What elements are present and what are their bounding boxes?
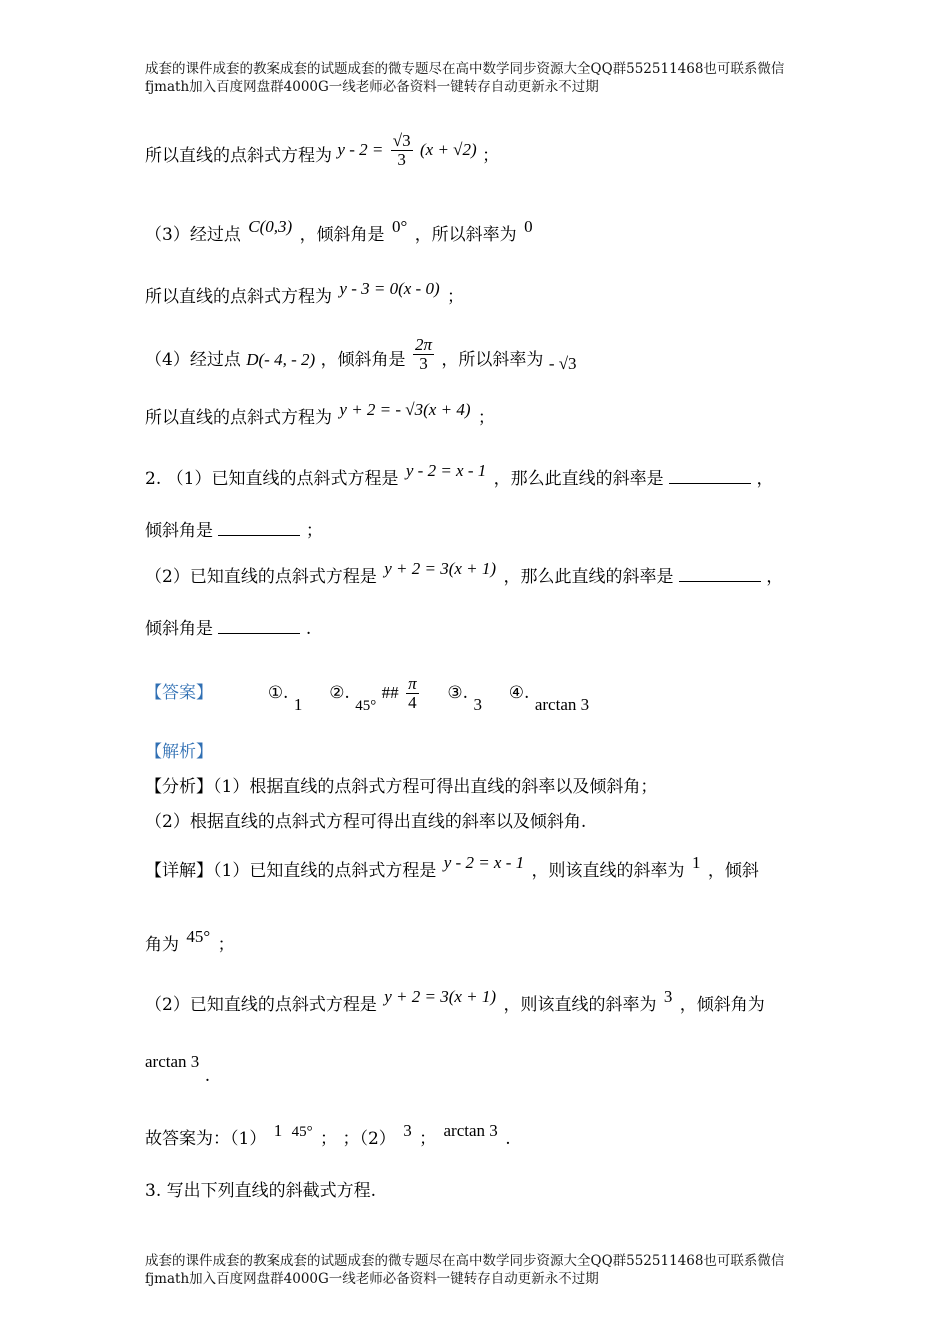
answer-value: 45° — [355, 698, 377, 714]
punctuation: ， — [756, 469, 774, 489]
text: ；（2） — [342, 1129, 396, 1149]
text: （2）已知直线的点斜式方程是 — [145, 995, 377, 1015]
fraction-denominator: 3 — [397, 150, 406, 169]
text: （4）经过点 — [145, 350, 241, 370]
text: 倾斜角是 — [145, 521, 213, 541]
fraction-denominator: 4 — [408, 693, 417, 712]
math-expr: y + 2 = 3(x + 1) — [384, 559, 497, 578]
text: （1）已知直线的点斜式方程是 — [213, 861, 437, 881]
answer-value: 3 — [403, 1121, 412, 1140]
question-2-part2-angle — [145, 614, 311, 639]
answer-line — [145, 675, 589, 712]
detail-line-3 — [145, 987, 765, 1015]
text: ，所以斜率为 — [414, 225, 517, 245]
answer-value: 45° — [291, 1124, 313, 1140]
text: 故答案为：（1） — [145, 1129, 267, 1149]
math-expr: (x + √2) — [420, 140, 477, 159]
fraction-numerator: 2π — [414, 335, 432, 354]
answer-tag: 【答案】 — [145, 683, 213, 703]
fenxi-tag: 【分析】 — [145, 777, 213, 797]
page-header: 成套的课件成套的教案成套的试题成套的微专题尽在高中数学同步资源大全QQ群552511468也可联系微信fjmath加入百度网盘群4000G一线老师必备资料一键转存自动更新永不过期 — [145, 61, 785, 95]
line-pointslope-4 — [145, 400, 495, 428]
math-expr: y + 2 = 3(x + 1) — [384, 987, 497, 1006]
fraction-numerator: √3 — [392, 131, 411, 150]
punctuation: ； — [447, 287, 465, 307]
answer-blank[interactable] — [679, 567, 761, 582]
text: ，倾斜角为 — [679, 995, 765, 1015]
text: ，那么此直线的斜率是 — [493, 469, 664, 489]
answer-blank[interactable] — [218, 619, 300, 634]
angle-value: 0° — [391, 217, 408, 236]
punctuation: ； — [477, 408, 495, 428]
punctuation: . — [305, 619, 312, 639]
text: 2. （1）已知直线的点斜式方程是 — [145, 469, 399, 489]
text: 所以直线的点斜式方程为 — [145, 146, 332, 166]
text: ，倾斜角是 — [299, 225, 385, 245]
analysis-fenxi-2: （2）根据直线的点斜式方程可得出直线的斜率以及倾斜角. — [145, 812, 587, 832]
line-pointslope-3 — [145, 279, 465, 307]
punctuation: ， — [766, 567, 784, 587]
text: ，那么此直线的斜率是 — [503, 567, 674, 587]
punctuation: ； — [320, 1129, 338, 1149]
punctuation: . — [505, 1129, 511, 1149]
answer-blank[interactable] — [218, 521, 300, 536]
slope-value: 0 — [524, 217, 533, 236]
question-2-part1 — [145, 461, 774, 489]
answer-marker: ①. — [267, 683, 289, 703]
punctuation: ； — [482, 146, 500, 166]
answer-separator: ## — [381, 683, 399, 702]
fraction — [391, 132, 413, 169]
answer-marker: ②. — [329, 683, 350, 703]
angle-value: arctan 3 — [145, 1052, 200, 1071]
answer-blank[interactable] — [669, 469, 751, 484]
question-2-part1-angle — [145, 516, 323, 541]
math-expr: y - 2 = x - 1 — [405, 461, 487, 480]
answer-marker: ④. — [508, 683, 530, 703]
analysis-fenxi-1 — [145, 772, 657, 797]
line-part4 — [145, 335, 577, 379]
detail-line-2 — [145, 927, 235, 955]
text: ，倾斜角是 — [320, 350, 406, 370]
text: ，则该直线的斜率为 — [503, 995, 657, 1015]
final-answer-line — [145, 1121, 511, 1149]
math-expr: y - 2 = — [337, 140, 384, 159]
text: 所以直线的点斜式方程为 — [145, 287, 332, 307]
slope-value: 1 — [691, 853, 701, 872]
answer-value: 1 — [273, 1121, 283, 1140]
detail-line-4 — [145, 1052, 211, 1086]
punctuation: ； — [305, 521, 323, 541]
text: ，则该直线的斜率为 — [531, 861, 685, 881]
answer-marker: ③. — [447, 683, 469, 703]
text: ，所以斜率为 — [441, 350, 544, 370]
text: 所以直线的点斜式方程为 — [145, 408, 332, 428]
math-expr: y - 2 = x - 1 — [443, 853, 525, 872]
fraction-denominator: 3 — [419, 354, 428, 373]
fraction — [406, 675, 419, 712]
line-part3 — [145, 217, 535, 245]
answer-value: arctan 3 — [443, 1121, 498, 1140]
line-pointslope-2 — [145, 131, 500, 175]
text: 倾斜角是 — [145, 619, 213, 639]
angle-value: 45° — [186, 927, 211, 946]
math-expr: y - 3 = 0(x - 0) — [339, 279, 440, 298]
slope-value: - √3 — [548, 354, 577, 373]
text: （3）经过点 — [145, 225, 241, 245]
slope-value: 3 — [663, 987, 673, 1006]
answer-value: 3 — [473, 695, 482, 714]
text: 角为 — [145, 935, 179, 955]
fraction-numerator: π — [408, 674, 417, 693]
answer-value: 1 — [293, 695, 303, 714]
punctuation: ； — [419, 1129, 437, 1149]
text: （2）已知直线的点斜式方程是 — [145, 567, 377, 587]
point-c: C(0,3) — [248, 217, 293, 236]
question-3: 3. 写出下列直线的斜截式方程. — [145, 1181, 377, 1201]
xiangjie-tag: 【详解】 — [145, 861, 213, 881]
page-footer: 成套的课件成套的教案成套的试题成套的微专题尽在高中数学同步资源大全QQ群552511468也可联系微信fjmath加入百度网盘群4000G一线老师必备资料一键转存自动更新永不过期 — [145, 1253, 785, 1287]
question-2-part2 — [145, 559, 784, 587]
text: ，倾斜 — [707, 861, 759, 881]
text: （1）根据直线的点斜式方程可得出直线的斜率以及倾斜角； — [213, 777, 658, 797]
math-expr: y + 2 = - √3(x + 4) — [339, 400, 471, 419]
point-d: D(- 4, - 2) — [246, 350, 316, 369]
punctuation: ； — [217, 935, 235, 955]
detail-line-1 — [145, 853, 759, 881]
analysis-tag: 【解析】 — [145, 742, 213, 762]
answer-value: arctan 3 — [534, 695, 590, 714]
fraction — [413, 336, 434, 373]
punctuation: . — [204, 1066, 211, 1086]
